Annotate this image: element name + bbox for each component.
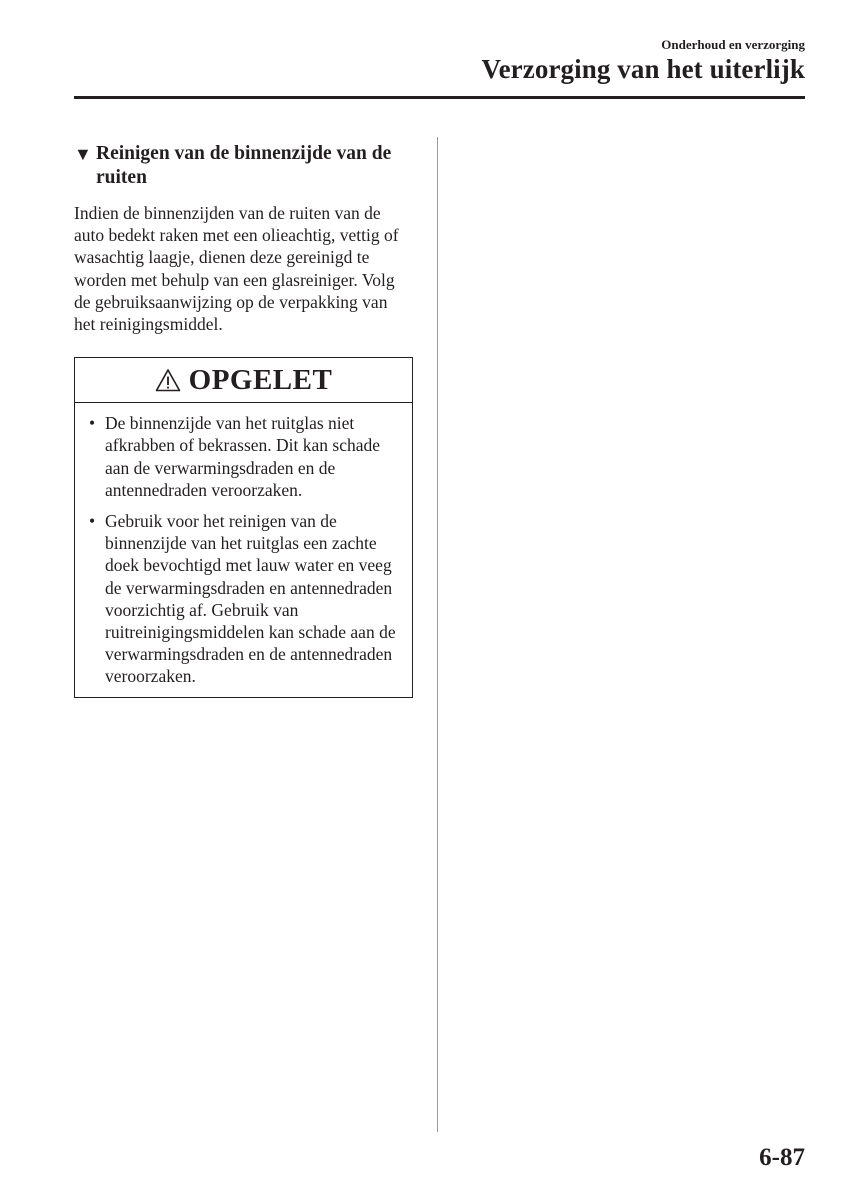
caution-box <box>74 357 413 697</box>
page-title: Verzorging van het uiterlijk <box>481 54 805 84</box>
caution-item-text: Gebruik voor het reinigen van de binnenzijde van het ruitglas een zachte doek bevochtigd met lauw water en veeg de verwarmingsdraden en antennedraden voorzichtig af. Gebruik van ruitreinigingsmiddelen kan schade aan de verwarmingsdraden en de antennedraden veroorzaken. <box>105 511 396 687</box>
body-paragraph: Indien de binnenzijden van de ruiten van de auto bedekt raken met een olieachtig, vettig of wasachtig laagje, dienen deze gereinigd te worden met behulp van een glasreiniger. Volg de gebruiksaanwijzing op de verpakking van het reinigingsmiddel. <box>74 203 399 335</box>
caution-title: OPGELET <box>188 363 333 396</box>
caution-item <box>89 412 406 501</box>
caution-header <box>75 358 412 403</box>
section-heading <box>74 142 414 190</box>
warning-triangle-icon <box>155 368 181 392</box>
bullet-icon: • <box>89 511 96 532</box>
heading-triangle-icon: ▼ <box>74 144 92 164</box>
bullet-icon: • <box>89 413 96 434</box>
page-number: 6-87 <box>759 1144 805 1171</box>
caution-list <box>75 403 412 696</box>
left-column <box>74 142 414 698</box>
section-heading-text: Reinigen van de binnenzijde van de ruiten <box>96 143 392 188</box>
column-divider <box>437 137 438 1132</box>
caution-item <box>89 510 406 688</box>
running-header-section: Onderhoud en verzorging <box>661 37 805 52</box>
header-divider <box>74 96 805 99</box>
caution-item-text: De binnenzijde van het ruitglas niet afkrabben of bekrassen. Dit kan schade aan de verwarmingsdraden en de antennedraden veroorzaken. <box>105 413 381 500</box>
